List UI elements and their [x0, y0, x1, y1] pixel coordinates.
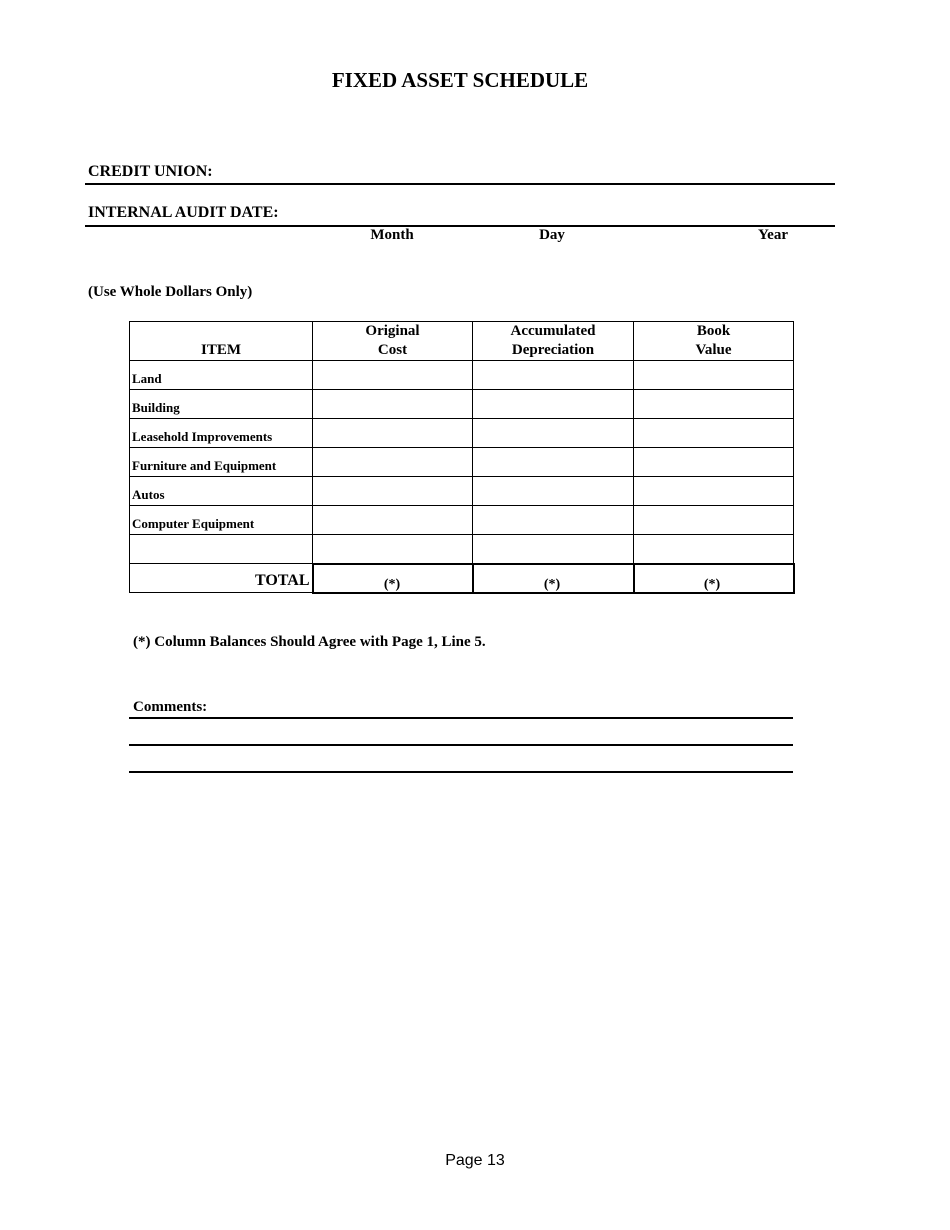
instruction-text: (Use Whole Dollars Only): [88, 284, 253, 300]
table-row: [130, 506, 794, 535]
footnote-marker-book: (*): [703, 577, 721, 592]
original-cost-cell[interactable]: [313, 535, 473, 564]
book-value-cell[interactable]: [634, 535, 794, 564]
footnote-marker-accumulated: (*): [543, 577, 561, 592]
book-value-cell[interactable]: [634, 419, 794, 448]
table-row: [130, 535, 794, 564]
audit-date-label: INTERNAL AUDIT DATE:: [88, 204, 279, 221]
book-value-cell[interactable]: [634, 361, 794, 390]
page-title: FIXED ASSET SCHEDULE: [331, 68, 589, 92]
comments-line-3[interactable]: [129, 771, 793, 773]
accumulated-depreciation-cell[interactable]: [473, 506, 634, 535]
footnote-text: (*) Column Balances Should Agree with Page 1, Line 5.: [133, 634, 486, 650]
date-year-label: Year: [758, 227, 788, 243]
header-original-cost: Original Cost: [313, 322, 473, 361]
table-row: [130, 448, 794, 477]
original-cost-cell[interactable]: [313, 361, 473, 390]
book-value-cell[interactable]: [634, 390, 794, 419]
original-cost-cell[interactable]: [313, 419, 473, 448]
total-label: TOTAL: [130, 564, 313, 593]
accumulated-depreciation-cell[interactable]: [473, 361, 634, 390]
table-row: [130, 477, 794, 506]
accumulated-depreciation-cell[interactable]: [473, 419, 634, 448]
book-value-cell[interactable]: [634, 477, 794, 506]
table-header-row: [130, 322, 794, 361]
comments-label: Comments:: [133, 699, 208, 715]
accumulated-depreciation-cell[interactable]: [473, 448, 634, 477]
comments-line-1[interactable]: [129, 717, 793, 719]
item-cell: Autos: [130, 477, 313, 506]
credit-union-label: CREDIT UNION:: [88, 163, 213, 180]
item-cell: Computer Equipment: [130, 506, 313, 535]
page-number: Page 13: [445, 1152, 505, 1169]
footnote-marker-original: (*): [383, 577, 401, 592]
original-cost-cell[interactable]: [313, 506, 473, 535]
credit-union-field[interactable]: [85, 183, 835, 185]
item-cell: Land: [130, 361, 313, 390]
fixed-asset-table: [129, 321, 795, 594]
comments-line-2[interactable]: [129, 744, 793, 746]
table-row: [130, 390, 794, 419]
date-day-label: Day: [539, 227, 565, 243]
header-accumulated-depreciation: Accumulated Depreciation: [473, 322, 634, 361]
original-cost-cell[interactable]: [313, 390, 473, 419]
item-cell: Furniture and Equipment: [130, 448, 313, 477]
header-item: ITEM: [130, 322, 313, 361]
item-cell-blank[interactable]: [130, 535, 313, 564]
header-book-value: Book Value: [634, 322, 794, 361]
book-value-cell[interactable]: [634, 506, 794, 535]
table-row: [130, 361, 794, 390]
book-value-cell[interactable]: [634, 448, 794, 477]
item-cell: Leasehold Improvements: [130, 419, 313, 448]
accumulated-depreciation-cell[interactable]: [473, 390, 634, 419]
item-cell: Building: [130, 390, 313, 419]
original-cost-cell[interactable]: [313, 448, 473, 477]
original-cost-cell[interactable]: [313, 477, 473, 506]
audit-date-field[interactable]: [85, 225, 835, 227]
date-month-label: Month: [370, 227, 414, 243]
table-row: [130, 419, 794, 448]
accumulated-depreciation-cell[interactable]: [473, 535, 634, 564]
accumulated-depreciation-cell[interactable]: [473, 477, 634, 506]
